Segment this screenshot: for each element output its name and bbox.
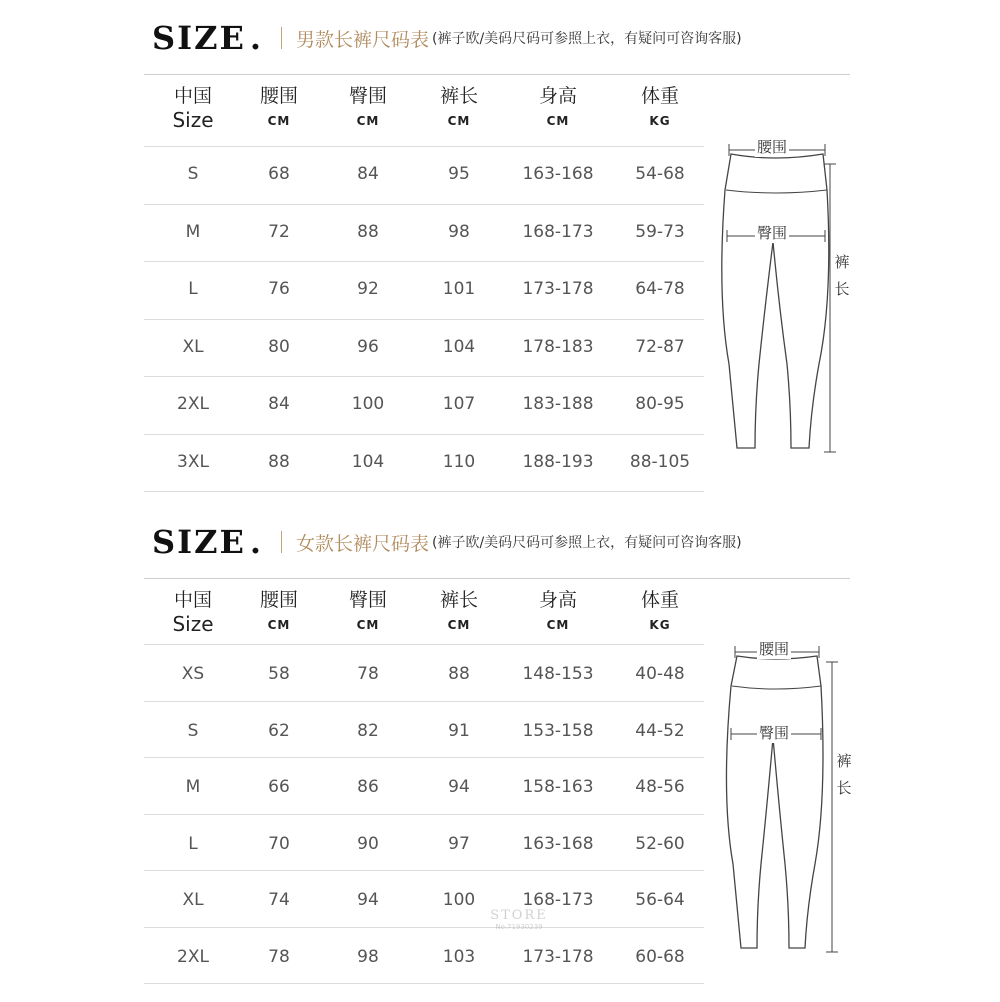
header-label: 身高 xyxy=(538,589,578,611)
size-heading-word: SIZE xyxy=(152,523,246,561)
cell-waist: 88 xyxy=(268,451,290,472)
column-header-waist xyxy=(260,84,298,128)
header-unit: KG xyxy=(649,114,671,128)
header-label: 体重 xyxy=(640,589,680,611)
men-chart-note: (裤子欧/美码尺码可参照上衣，有疑问可咨询客服) xyxy=(431,31,742,47)
cell-height: 163-168 xyxy=(522,833,594,854)
row-divider xyxy=(144,701,704,702)
cell-height: 163-168 xyxy=(522,164,594,184)
cell-hip: 100 xyxy=(351,394,385,414)
cell-weight: 40-48 xyxy=(635,664,685,684)
cell-height: 158-163 xyxy=(522,777,594,797)
header-label: 腰围 xyxy=(259,589,299,611)
column-header-hip xyxy=(349,588,387,632)
cell-length: 95 xyxy=(448,164,470,184)
cell-height: 168-173 xyxy=(522,890,594,910)
row-divider xyxy=(144,376,704,377)
row-divider xyxy=(144,644,704,645)
header-unit: CM xyxy=(356,114,380,128)
length-label: 裤长 xyxy=(836,752,852,797)
cell-hip: 84 xyxy=(357,164,379,184)
header-unit: CM xyxy=(267,618,291,632)
length-label: 裤长 xyxy=(834,253,850,298)
cell-weight: 44-52 xyxy=(635,720,685,741)
cell-hip: 98 xyxy=(357,946,379,967)
cell-size: XL xyxy=(182,336,204,357)
cell-waist: 70 xyxy=(268,833,290,854)
cell-waist: 78 xyxy=(268,946,290,967)
column-header-size xyxy=(172,588,213,636)
row-divider xyxy=(144,261,704,262)
row-divider xyxy=(144,757,704,758)
header-size: Size xyxy=(172,612,214,636)
cell-waist: 76 xyxy=(268,279,290,299)
cell-waist: 80 xyxy=(268,336,290,357)
header-label: 裤长 xyxy=(439,85,479,107)
row-divider xyxy=(144,927,704,928)
cell-waist: 74 xyxy=(268,890,290,910)
watermark-number: No.71930239 xyxy=(495,923,543,931)
cell-waist: 84 xyxy=(268,394,290,414)
cell-height: 148-153 xyxy=(522,664,594,684)
row-divider xyxy=(144,146,704,147)
column-header-height xyxy=(539,588,577,632)
header-label: 腰围 xyxy=(259,85,299,107)
cell-size: XL xyxy=(182,890,204,910)
cell-waist: 66 xyxy=(268,777,290,797)
header-label: 裤长 xyxy=(439,589,479,611)
cell-waist: 58 xyxy=(268,664,290,684)
cell-height: 183-188 xyxy=(522,394,594,414)
cell-length: 94 xyxy=(448,777,470,797)
column-header-length xyxy=(440,84,478,128)
cell-waist: 72 xyxy=(268,221,290,242)
cell-weight: 59-73 xyxy=(635,221,685,242)
cell-height: 173-178 xyxy=(522,946,594,967)
cell-hip: 92 xyxy=(357,279,379,299)
column-header-hip xyxy=(349,84,387,128)
cell-hip: 86 xyxy=(357,777,379,797)
waist-label: 腰围 xyxy=(759,640,790,658)
cell-length: 107 xyxy=(442,394,476,414)
cell-size: M xyxy=(185,221,201,242)
header-label: 臀围 xyxy=(348,85,388,107)
cell-height: 168-173 xyxy=(522,221,594,242)
watermark-store: STORE xyxy=(490,908,548,923)
cell-size: S xyxy=(187,164,199,184)
row-divider xyxy=(144,870,704,871)
header-unit: CM xyxy=(546,618,570,632)
cell-length: 88 xyxy=(448,664,470,684)
cell-weight: 48-56 xyxy=(635,777,685,797)
cell-length: 110 xyxy=(442,451,476,472)
header-unit: KG xyxy=(649,618,671,632)
column-header-height xyxy=(539,84,577,128)
header-unit: CM xyxy=(267,114,291,128)
cell-weight: 56-64 xyxy=(635,890,685,910)
cell-height: 153-158 xyxy=(522,720,594,741)
cell-weight: 52-60 xyxy=(635,833,685,854)
cell-height: 173-178 xyxy=(522,279,594,299)
row-divider xyxy=(144,434,704,435)
column-header-length xyxy=(440,588,478,632)
cell-height: 188-193 xyxy=(522,451,594,472)
column-header-size xyxy=(172,84,213,132)
header-size: Size xyxy=(172,108,214,132)
row-divider xyxy=(144,319,704,320)
row-divider xyxy=(144,983,704,984)
cell-weight: 60-68 xyxy=(635,946,685,967)
cell-hip: 96 xyxy=(357,336,379,357)
cell-length: 91 xyxy=(448,720,470,741)
cell-size: 2XL xyxy=(177,946,209,967)
row-divider xyxy=(144,814,704,815)
header-label: 臀围 xyxy=(348,589,388,611)
column-header-weight xyxy=(641,84,679,128)
cell-size: XS xyxy=(181,664,205,684)
cell-size: 3XL xyxy=(177,451,209,472)
cell-length: 100 xyxy=(442,890,476,910)
row-divider xyxy=(144,204,704,205)
cell-size: S xyxy=(187,720,199,741)
heading-rule xyxy=(144,578,850,579)
cell-weight: 64-78 xyxy=(635,279,685,299)
men-size-section xyxy=(0,8,1000,498)
heading-rule xyxy=(144,74,850,75)
women-chart-note: (裤子欧/美码尺码可参照上衣，有疑问可咨询客服) xyxy=(431,535,742,551)
size-heading-dot: . xyxy=(249,523,261,561)
cell-hip: 104 xyxy=(351,451,385,472)
cell-height: 178-183 xyxy=(522,336,594,357)
cell-hip: 90 xyxy=(357,833,379,854)
hip-label: 臀围 xyxy=(759,724,790,742)
cell-weight: 72-87 xyxy=(635,336,685,357)
cell-hip: 94 xyxy=(357,890,379,910)
column-header-waist xyxy=(260,588,298,632)
header-unit: CM xyxy=(356,618,380,632)
women-pants-diagram xyxy=(715,626,860,966)
header-unit: CM xyxy=(447,114,471,128)
cell-size: 2XL xyxy=(177,394,209,414)
cell-weight: 80-95 xyxy=(635,394,685,414)
cell-length: 101 xyxy=(442,279,476,299)
cell-length: 104 xyxy=(442,336,476,357)
cell-hip: 88 xyxy=(357,221,379,242)
cell-size: L xyxy=(188,279,198,299)
cell-length: 97 xyxy=(448,833,470,854)
men-chart-title: 男款长裤尺码表 xyxy=(295,28,429,51)
women-section-heading xyxy=(152,522,742,562)
header-unit: CM xyxy=(546,114,570,128)
header-unit: CM xyxy=(447,618,471,632)
women-chart-title: 女款长裤尺码表 xyxy=(295,532,429,555)
cell-size: M xyxy=(185,777,201,797)
heading-separator xyxy=(281,27,282,49)
hip-label: 臀围 xyxy=(757,224,788,242)
cell-length: 98 xyxy=(448,221,470,242)
men-pants-diagram xyxy=(715,126,860,466)
row-divider xyxy=(144,491,704,492)
header-label: 身高 xyxy=(538,85,578,107)
cell-hip: 82 xyxy=(357,720,379,741)
header-china: 中国 xyxy=(173,85,212,107)
cell-waist: 62 xyxy=(268,720,290,741)
cell-waist: 68 xyxy=(268,164,290,184)
waist-label: 腰围 xyxy=(757,138,788,156)
header-label: 体重 xyxy=(640,85,680,107)
store-watermark xyxy=(480,908,558,948)
cell-hip: 78 xyxy=(357,664,379,684)
header-china: 中国 xyxy=(173,589,212,611)
column-header-weight xyxy=(641,588,679,632)
cell-weight: 88-105 xyxy=(629,451,691,472)
women-size-section xyxy=(0,512,1000,1002)
cell-size: L xyxy=(188,833,198,854)
cell-weight: 54-68 xyxy=(635,164,685,184)
heading-separator xyxy=(281,531,282,553)
cell-length: 103 xyxy=(442,946,476,967)
men-section-heading xyxy=(152,18,742,58)
size-heading-dot: . xyxy=(249,19,261,57)
size-heading-word: SIZE xyxy=(152,19,246,57)
